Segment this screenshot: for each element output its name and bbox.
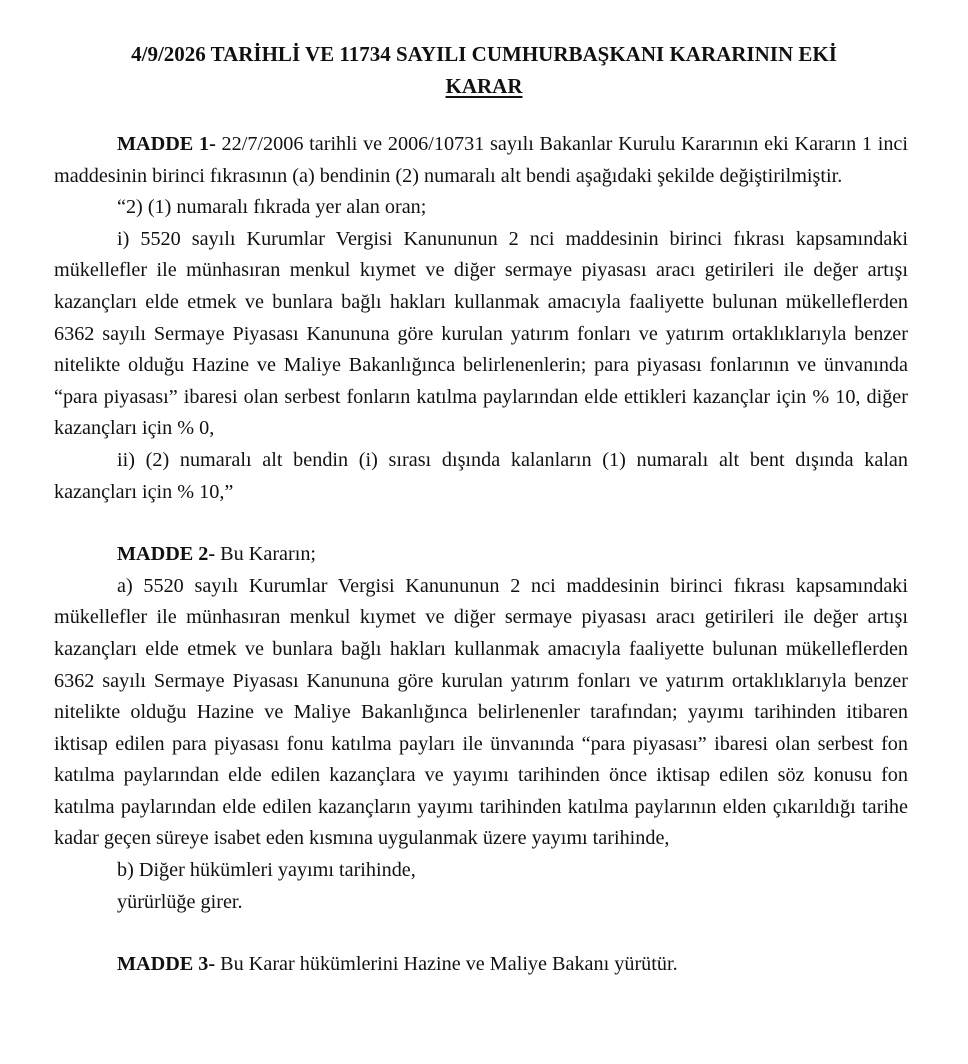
madde-2-heading: MADDE 2- (117, 543, 216, 566)
document-body (54, 129, 908, 981)
madde-3-heading: MADDE 3- (117, 953, 216, 976)
title-line-2: KARAR (445, 74, 523, 98)
madde-1-item-i: i) 5520 sayılı Kurumlar Vergisi Kanununun 2 nci maddesinin birinci fıkrası kapsamındaki mükellefler ile münhasıran menkul kıymet ve diğer sermaye piyasası aracı getirileri ile değer artışı kazançları elde etmek ve bunlara bağlı hakları kullanmak amacıyla faaliyette bulunan mükelleflerden 6362 sayılı Sermaye Piyasası Kanununa göre kurulan yatırım fonları ve yatırım ortaklıklarıyla benzer nitelikte olduğu Hazine ve Maliye Bakanlığınca belirlenenlerin; para piyasası fonlarının ve ünvanında “para piyasası” ibaresi olan serbest fonların katılma paylarından elde ettikleri kazançlar için % 10, diğer kazançları için % 0, (54, 227, 908, 440)
title-line-1: 4/9/2026 TARİHLİ VE 11734 SAYILI CUMHURBAŞKANI KARARININ EKİ (131, 42, 837, 66)
madde-2-item-b: b) Diğer hükümleri yayımı tarihinde, (117, 859, 416, 882)
madde-3 (54, 949, 908, 981)
madde-3-text: Bu Karar hükümlerini Hazine ve Maliye Bakanı yürütür. (220, 953, 678, 976)
madde-2-closing: yürürlüğe girer. (117, 890, 243, 913)
madde-1-heading: MADDE 1- (117, 133, 216, 155)
madde-2-item-a: a) 5520 sayılı Kurumlar Vergisi Kanununun 2 nci maddesinin birinci fıkrası kapsamındaki mükellefler ile münhasıran menkul kıymet ve diğer sermaye piyasası aracı getirileri ile değer artışı kazançları elde etmek ve bunlara bağlı hakları kullanmak amacıyla faaliyette bulunan mükelleflerden 6362 sayılı Sermaye Piyasası Kanununa göre kurulan yatırım fonları ve yatırım ortaklıklarıyla benzer nitelikte olduğu Hazine ve Maliye Bakanlığınca belirlenenler tarafından; yayımı tarihinden itibaren iktisap edilen para piyasası fonu katılma payları ile ünvanında “para piyasası” ibaresi olan serbest fon katılma paylarından elde edilen kazançlara ve yayımı tarihinden önce iktisap edilen söz konusu fon katılma paylarından elde edilen kazançların yayımı tarihinden katılma paylarının elden çıkarıldığı tarihe kadar geçen süreye isabet eden kısmına uygulanmak üzere yayımı tarihinde, (54, 574, 908, 850)
madde-1-intro-text: 22/7/2006 tarihli ve 2006/10731 sayılı Bakanlar Kurulu Kararının eki Kararın 1 inci maddesinin birinci fıkrasının (a) bendinin (2) numaralı alt bendi aşağıdaki şekilde değiştirilmiştir. (54, 133, 908, 187)
document-title (60, 38, 908, 102)
madde-2-intro (54, 539, 908, 571)
madde-1-intro (54, 129, 908, 192)
section-spacer (54, 918, 908, 949)
madde-1-quote-start: “2) (1) numaralı fıkrada yer alan oran; (117, 196, 427, 219)
madde-2-intro-text: Bu Kararın; (220, 543, 317, 566)
madde-1-item-ii: ii) (2) numaralı alt bendin (i) sırası dışında kalanların (1) numaralı alt bent dışında kalan kazançları için % 10,” (54, 448, 908, 503)
section-spacer (54, 508, 908, 539)
